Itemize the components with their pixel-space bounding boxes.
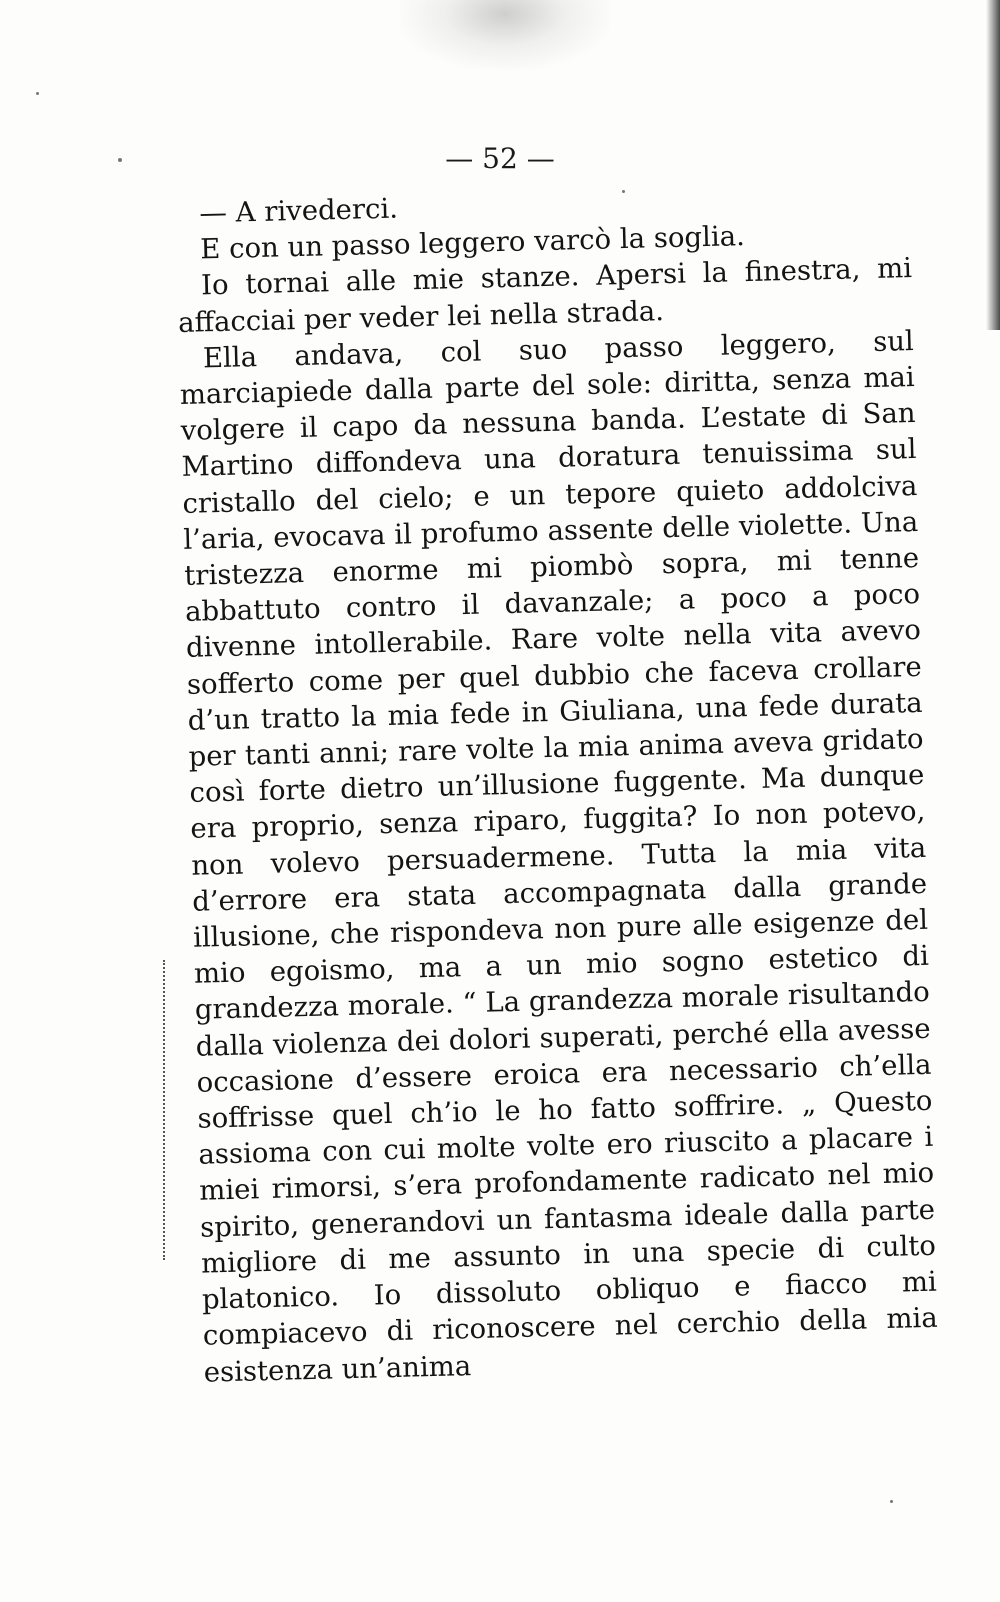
- body-text: [175, 178, 939, 1390]
- margin-pencil-mark: [163, 960, 167, 1260]
- paragraph: — A rivederci.: [199, 192, 399, 230]
- ink-bleed-mark: [400, 0, 610, 70]
- paragraph: Ella andava, col suo passo leggero, sul marciapiede dalla parte del sole: diritta, senza mai volgere il capo da nessuna banda. L’estate di San Martino diffondeva una doratura tenuissima sul cristallo del cielo; e un tepore quieto addolciva l’aria, evocava il profumo assente delle violette. Una tristezza enorme mi piombò sopra, mi tenne abbattuto contro il davanzale; a poco a poco divenne intollerabile. Rare volte nella vita avevo sofferto come per quel dubbio che faceva crollare d’un tratto la mia fede in Giuliana, una fede durata per tanti anni; rare volte la mia anima aveva gridato così forte dietro un’illusione fuggente. Ma dunque era proprio, senza riparo, fuggita? Io non potevo, non volevo persuadermene. Tutta la mia vita d’errore era stata accompagnata dalla grande illusione, che rispondeva non pure alle esigenze del mio egoismo, ma a un mio sogno estetico di grandezza morale. “ La grandezza morale risultando dalla violenza dei dolori superati, perché ella avesse occasione d’essere eroica era necessario ch’ella soffrisse quel ch’io le ho fatto soffrire. „ Questo assioma con cui molte volte ero riuscito a placare i miei rimorsi, s’era profondamente radicato nel mio spirito, generandovi un fantasma ideale dalla parte migliore di me assunto in una specie di culto platonico. Io dissoluto obliquo e fiacco mi compiacevo di riconoscere nel cerchio della mia esistenza un’anima: [179, 324, 939, 1389]
- page-number: — 52 —: [445, 142, 555, 175]
- paragraph: E con un passo leggero varcò la soglia.: [199, 220, 746, 266]
- paragraph: Io tornai alle mie stanze. Apersi la finestra, mi affacciai per veder lei nella strada.: [177, 252, 913, 339]
- paper-speck: [890, 1500, 893, 1503]
- paper-speck: [36, 92, 39, 95]
